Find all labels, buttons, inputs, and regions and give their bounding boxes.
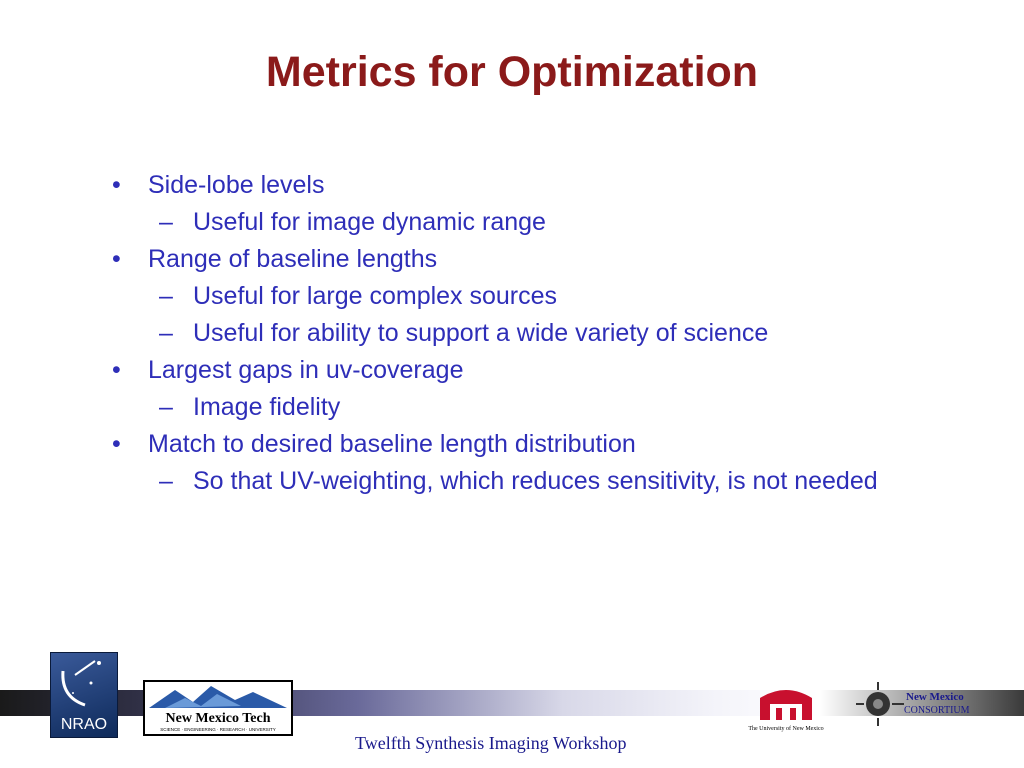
bullet-item <box>112 170 912 200</box>
unm-logo <box>740 680 832 736</box>
sub-bullet-mark: – <box>159 393 173 421</box>
nrao-logo-text: NRAO <box>60 716 108 733</box>
nmt-logo-tagline: SCIENCE · ENGINEERING · RESEARCH · UNIVERSITY <box>160 727 276 732</box>
sub-bullet-item <box>112 318 912 348</box>
slide-content <box>112 170 912 503</box>
nmt-logo-text: New Mexico Tech <box>165 711 271 726</box>
nmc-logo-text: New Mexico <box>906 691 964 703</box>
bullet-mark: • <box>112 430 121 458</box>
nmc-logo-sub: CONSORTIUM <box>904 705 970 716</box>
sub-bullet-item <box>112 207 912 237</box>
bullet-mark: • <box>112 245 121 273</box>
sub-bullet-item <box>112 466 912 496</box>
bullet-text: Match to desired baseline length distribution <box>148 430 636 458</box>
bullet-text: Side-lobe levels <box>148 171 325 199</box>
nrao-logo <box>50 652 118 738</box>
sub-bullet-mark: – <box>159 208 173 236</box>
nmt-logo-graphic <box>145 682 291 734</box>
bullet-text: Image fidelity <box>193 393 341 421</box>
bullet-text: Largest gaps in uv-coverage <box>148 356 464 384</box>
sub-bullet-item <box>112 281 912 311</box>
sub-bullet-mark: – <box>159 319 173 347</box>
sub-bullet-item <box>112 392 912 422</box>
slide-title: Metrics for Optimization <box>265 48 759 96</box>
unm-logo-text: The University of New Mexico <box>748 726 824 732</box>
sub-bullet-mark: – <box>159 467 173 495</box>
nmc-logo-graphic <box>856 682 978 726</box>
bullet-text: Useful for large complex sources <box>193 282 558 310</box>
bullet-text: Useful for image dynamic range <box>193 208 546 236</box>
bullet-list <box>112 170 912 496</box>
nrao-logo-graphic <box>51 653 117 737</box>
nmc-logo <box>856 682 978 726</box>
bullet-text: Range of baseline lengths <box>148 245 438 273</box>
nmt-logo <box>143 680 293 736</box>
bullet-mark: • <box>112 171 121 199</box>
bullet-mark: • <box>112 356 121 384</box>
bullet-text: So that UV-weighting, which reduces sensitivity, is not needed <box>193 467 878 495</box>
unm-logo-graphic <box>740 680 832 736</box>
footer-text: Twelfth Synthesis Imaging Workshop <box>355 733 627 753</box>
sub-bullet-mark: – <box>159 282 173 310</box>
bullet-text: Useful for ability to support a wide variety of science <box>193 319 769 347</box>
bullet-item <box>112 355 912 385</box>
bullet-item <box>112 429 912 459</box>
bullet-item <box>112 244 912 274</box>
